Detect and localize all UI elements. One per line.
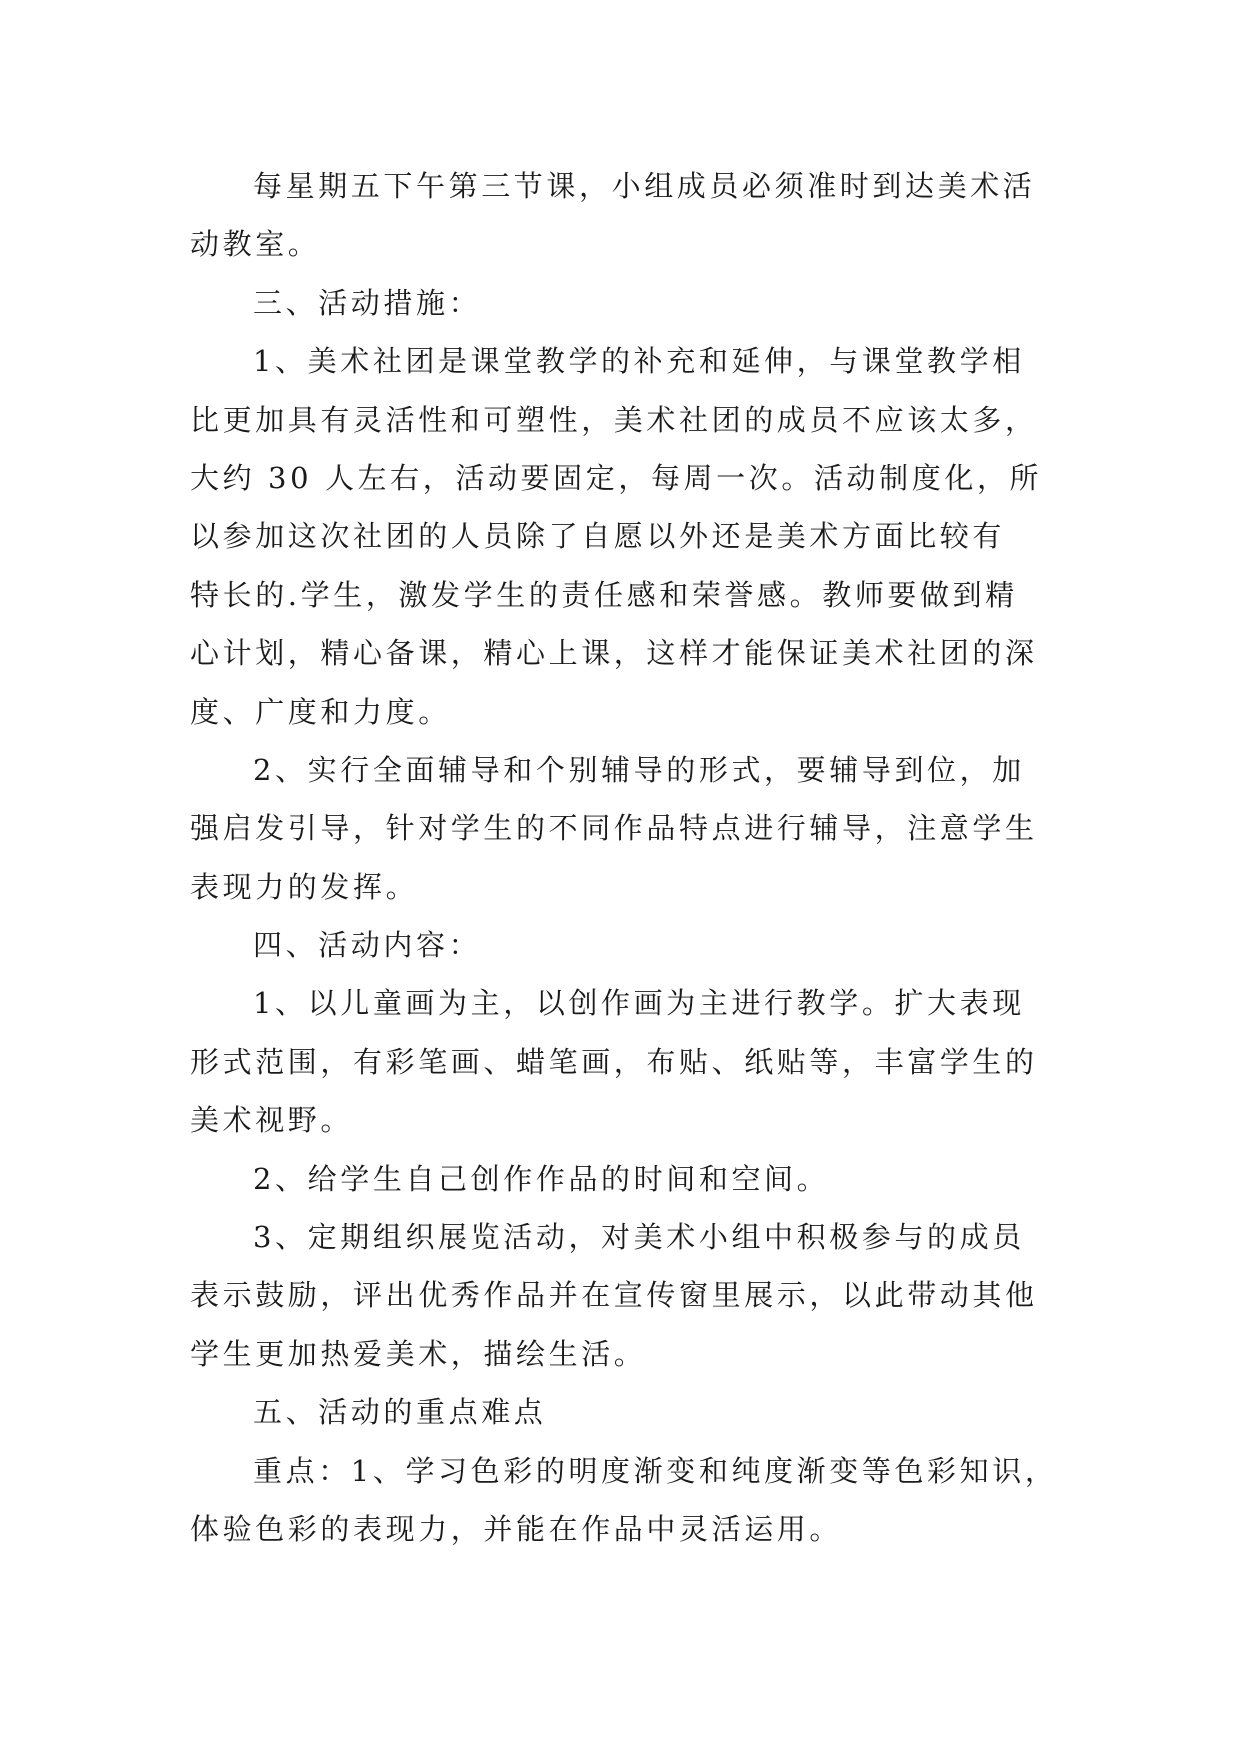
paragraph-line: 形式范围，有彩笔画、蜡笔画，布贴、纸贴等，丰富学生的 — [190, 1044, 1038, 1079]
paragraph-line: 比更加具有灵活性和可塑性，美术社团的成员不应该太多， — [190, 402, 1038, 437]
section-heading: 四、活动内容： — [253, 928, 482, 963]
paragraph-line: 大约 30 人左右，活动要固定，每周一次。活动制度化，所 — [190, 460, 1043, 495]
paragraph-line: 以参加这次社团的人员除了自愿以外还是美术方面比较有 — [190, 519, 1006, 554]
paragraph-line: 2、实行全面辅导和个别辅导的形式，要辅导到位，加 — [253, 752, 1025, 787]
paragraph-line: 每星期五下午第三节课，小组成员必须准时到达美术活 — [253, 169, 1036, 203]
paragraph-line: 心计划，精心备课，精心上课，这样才能保证美术社团的深 — [190, 636, 1038, 671]
section-heading: 三、活动措施： — [253, 285, 482, 320]
paragraph-line: 动教室。 — [190, 227, 321, 262]
paragraph-line: 2、给学生自己创作作品的时间和空间。 — [253, 1161, 830, 1196]
paragraph-line: 1、以儿童画为主，以创作画为主进行教学。扩大表现 — [253, 986, 1025, 1021]
paragraph-line: 3、定期组织展览活动，对美术小组中积极参与的成员 — [253, 1220, 1025, 1255]
paragraph-line: 特长的.学生，激发学生的责任感和荣誉感。教师要做到精 — [190, 577, 1018, 612]
document-body — [190, 157, 1058, 1558]
paragraph-line: 重点：1、学习色彩的明度渐变和纯度渐变等色彩知识， — [253, 1453, 1058, 1488]
paragraph-line: 学生更加热爱美术，描绘生活。 — [190, 1336, 647, 1371]
paragraph-line: 度、广度和力度。 — [190, 694, 451, 729]
paragraph-line: 表现力的发挥。 — [190, 869, 419, 904]
section-heading: 五、活动的重点难点 — [253, 1395, 547, 1430]
paragraph-line: 美术视野。 — [190, 1103, 354, 1138]
paragraph-line: 表示鼓励，评出优秀作品并在宣传窗里展示，以此带动其他 — [190, 1278, 1038, 1313]
paragraph-line: 强启发引导，针对学生的不同作品特点进行辅导，注意学生 — [190, 811, 1038, 846]
paragraph-line: 1、美术社团是课堂教学的补充和延伸，与课堂教学相 — [253, 344, 1025, 379]
paragraph-line: 体验色彩的表现力，并能在作品中灵活运用。 — [190, 1511, 843, 1546]
